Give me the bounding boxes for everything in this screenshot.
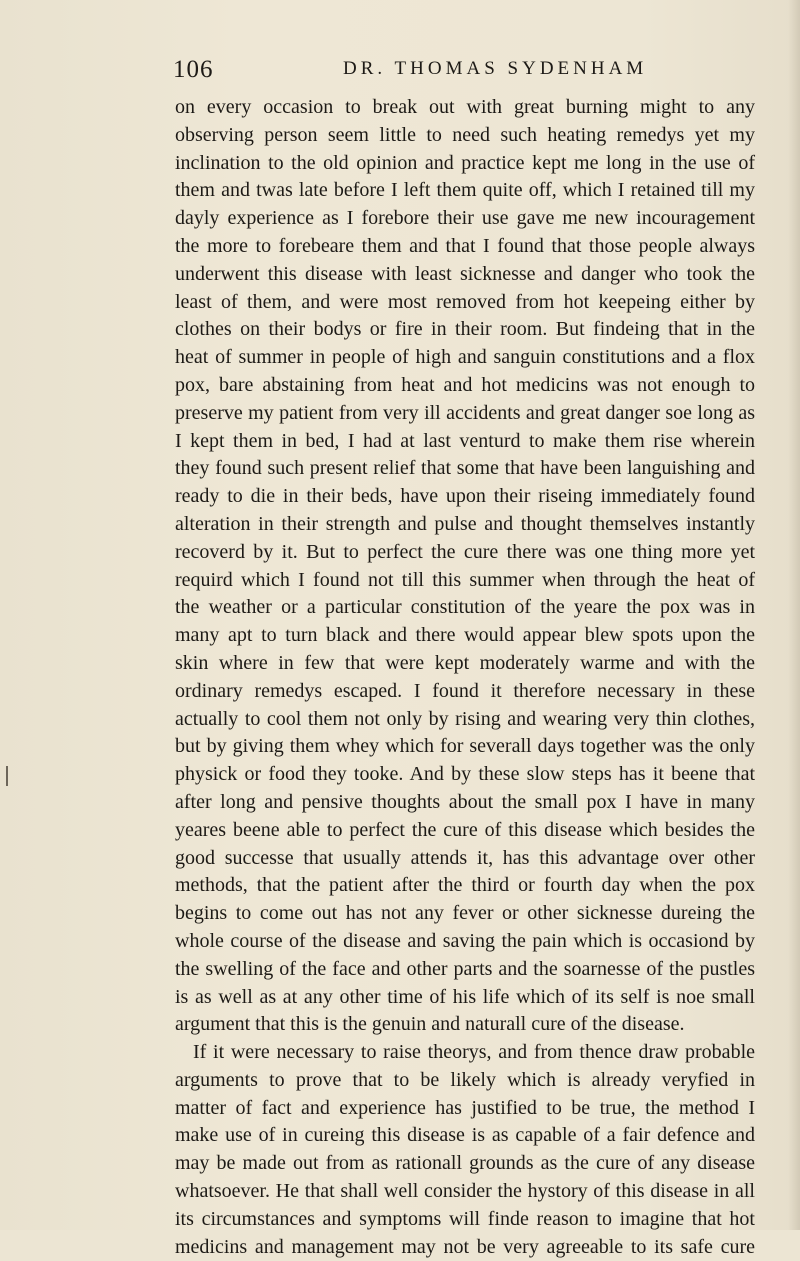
text-line: the weather or a particular constitution of the yeare the pox was in (175, 596, 755, 619)
text-line: clothes on their bodys or fire in their room. But findeing that in the (175, 318, 755, 341)
text-line: make use of in cureing this disease is as capable of a fair defence and (175, 1124, 755, 1147)
text-line: matter of fact and experience has justified to be true, the method I (175, 1096, 755, 1119)
margin-mark (6, 766, 8, 786)
text-line: the more to forebeare them and that I found that those people always (175, 234, 755, 257)
page-number: 106 (173, 56, 214, 83)
text-line: underwent this disease with least sicknesse and danger who took the (175, 262, 755, 285)
text-line: requird which I found not till this summer when through the heat of (175, 568, 755, 591)
text-line: medicins and management may not be very agreeable to its safe cure (175, 1235, 755, 1258)
page-header (173, 56, 756, 86)
text-line: I kept them in bed, I had at last venturd to make them rise wherein (175, 429, 755, 452)
text-line: actually to cool them not only by rising and wearing very thin clothes, (175, 707, 755, 730)
text-line: recoverd by it. But to perfect the cure there was one thing more yet (175, 540, 755, 563)
text-line: many apt to turn black and there would appear blew spots upon the (175, 624, 755, 647)
text-line: argument that this is the genuin and naturall cure of the disease. (175, 1013, 685, 1036)
text-line: dayly experience as I forebore their use gave me new incouragement (175, 207, 755, 230)
text-line: is as well as at any other time of his life which of its self is noe small (175, 985, 755, 1008)
text-line: begins to come out has not any fever or other sicknesse dureing the (175, 902, 755, 925)
text-line: good successe that usually attends it, has this advantage over other (175, 846, 755, 869)
text-line: yeares beene able to perfect the cure of this disease which besides the (175, 818, 755, 841)
text-line: whole course of the disease and saving the pain which is occasiond by (175, 929, 755, 952)
text-line: heat of summer in people of high and sanguin constitutions and a flox (175, 346, 755, 369)
body-text (175, 94, 755, 1261)
text-line: the swelling of the face and other parts and the soarnesse of the pustles (175, 957, 755, 980)
text-line: on every occasion to break out with great burning might to any (175, 96, 755, 118)
page-edge-shadow (788, 0, 800, 1230)
text-line: its circumstances and symptoms will finde reason to imagine that hot (175, 1207, 755, 1230)
text-line: arguments to prove that to be likely which is already veryfied in (175, 1068, 755, 1091)
text-line: ready to die in their beds, have upon their riseing immediately found (175, 485, 755, 508)
text-line: physick or food they tooke. And by these slow steps has it beene that (175, 763, 755, 786)
text-line: methods, that the patient after the third or fourth day when the pox (175, 874, 755, 897)
text-line: observing person seem little to need such heating remedys yet my (175, 123, 755, 146)
text-line: preserve my patient from very ill accidents and great danger soe long as (175, 401, 755, 424)
text-line: whatsoever. He that shall well consider the hystory of this disease in all (175, 1180, 755, 1203)
text-line: pox, bare abstaining from heat and hot medicins was not enough to (175, 373, 755, 396)
text-line: may be made out from as rationall grounds as the cure of any disease (175, 1152, 755, 1175)
text-line: them and twas late before I left them quite off, which I retained till my (175, 179, 755, 202)
text-line: alteration in their strength and pulse and thought themselves instantly (175, 512, 755, 535)
text-line: skin where in few that were kept moderately warme and with the (175, 651, 755, 674)
text-line: they found such present relief that some that have been languishing and (175, 457, 755, 480)
text-line: but by giving them whey which for severall days together was the only (175, 735, 755, 758)
running-head: DR. THOMAS SYDENHAM (343, 58, 648, 79)
text-line: If it were necessary to raise theorys, and from thence draw probable (193, 1041, 755, 1064)
text-line: least of them, and were most removed from hot keepeing either by (175, 290, 755, 313)
text-line: after long and pensive thoughts about the small pox I have in many (175, 790, 755, 813)
text-line: inclination to the old opinion and practice kept me long in the use of (175, 151, 755, 174)
text-line: ordinary remedys escaped. I found it therefore necessary in these (175, 679, 755, 702)
